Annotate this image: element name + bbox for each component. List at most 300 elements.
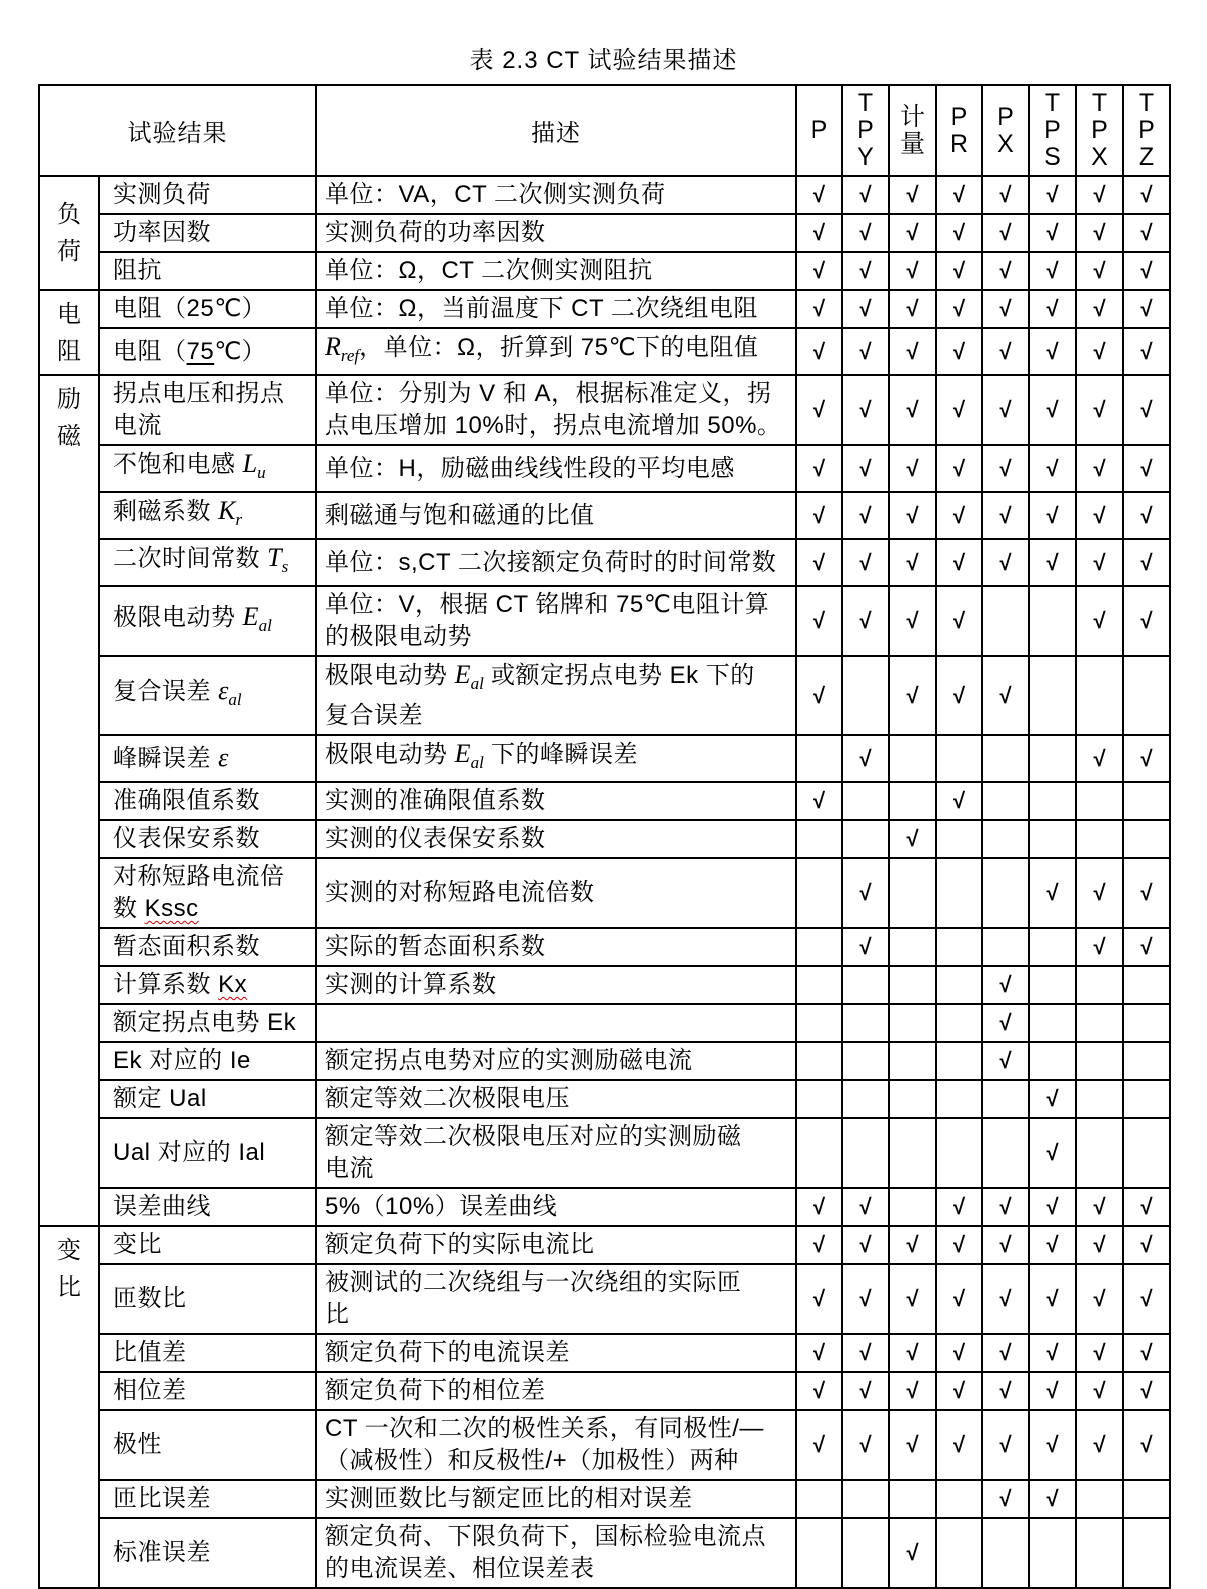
header-description: 描述 — [316, 85, 796, 176]
check-cell-checked: √ — [936, 1188, 982, 1226]
check-cell-checked: √ — [889, 290, 936, 328]
check-cell-empty — [842, 1042, 889, 1080]
check-cell-checked: √ — [982, 1410, 1029, 1480]
check-cell-checked: √ — [936, 375, 982, 445]
result-name-cell: 暂态面积系数 — [99, 928, 316, 966]
check-cell-checked: √ — [842, 492, 889, 539]
header-type-tpx: T P X — [1076, 85, 1123, 176]
styled-text: ε — [218, 676, 229, 705]
check-cell-checked: √ — [1076, 445, 1123, 492]
check-cell-checked: √ — [982, 1004, 1029, 1042]
description-cell: 实测负荷的功率因数 — [316, 214, 796, 252]
check-cell-empty — [936, 1042, 982, 1080]
check-cell-checked: √ — [982, 328, 1029, 375]
check-cell-checked: √ — [1029, 858, 1076, 928]
check-cell-empty — [982, 586, 1029, 656]
result-name-cell: 对称短路电流倍 数 Kssc — [99, 858, 316, 928]
description-cell: $R_{ref}$，单位：Ω，折算到 75℃下的电阻值 — [316, 328, 796, 375]
table-row — [39, 375, 1170, 445]
description-cell: 额定等效二次极限电压对应的实测励磁 电流 — [316, 1118, 796, 1188]
spellcheck-marked-text: Kssc — [144, 895, 199, 922]
table-row — [39, 1042, 1170, 1080]
check-cell-empty — [982, 1080, 1029, 1118]
table-row — [39, 1080, 1170, 1118]
styled-text: K — [218, 496, 236, 525]
check-cell-checked: √ — [1076, 1334, 1123, 1372]
check-cell-checked: √ — [1123, 1410, 1170, 1480]
group-cell: 励 磁 — [39, 375, 99, 1226]
table-row — [39, 966, 1170, 1004]
table-row — [39, 586, 1170, 656]
check-cell-empty — [936, 1118, 982, 1188]
check-cell-checked: √ — [936, 1226, 982, 1264]
check-cell-checked: √ — [936, 290, 982, 328]
check-cell-empty — [889, 735, 936, 782]
check-cell-empty — [1029, 1518, 1076, 1588]
check-cell-empty — [1123, 1480, 1170, 1518]
check-cell-empty — [1123, 1042, 1170, 1080]
check-cell-checked: √ — [936, 214, 982, 252]
check-cell-empty — [1029, 656, 1076, 735]
check-cell-checked: √ — [936, 782, 982, 820]
description-cell — [316, 1004, 796, 1042]
check-cell-checked: √ — [1029, 445, 1076, 492]
description-cell: 额定负荷、下限负荷下，国标检验电流点 的电流误差、相位误差表 — [316, 1518, 796, 1588]
check-cell-empty — [1029, 966, 1076, 1004]
check-cell-empty — [982, 858, 1029, 928]
check-cell-checked: √ — [796, 445, 842, 492]
check-cell-checked: √ — [889, 656, 936, 735]
check-cell-empty — [796, 858, 842, 928]
check-cell-checked: √ — [1076, 214, 1123, 252]
header-type-pr: P R — [936, 85, 982, 176]
result-name-cell: Ual 对应的 Ial — [99, 1118, 316, 1188]
check-cell-checked: √ — [796, 1188, 842, 1226]
check-cell-checked: √ — [982, 290, 1029, 328]
check-cell-checked: √ — [842, 252, 889, 290]
check-cell-empty — [1123, 1118, 1170, 1188]
check-cell-empty — [1029, 586, 1076, 656]
header-type-tps: T P S — [1029, 85, 1076, 176]
check-cell-checked: √ — [889, 214, 936, 252]
check-cell-empty — [1076, 1518, 1123, 1588]
check-cell-empty — [889, 1188, 936, 1226]
description-cell: 单位：Ω，CT 二次侧实测阻抗 — [316, 252, 796, 290]
check-cell-checked: √ — [1123, 290, 1170, 328]
check-cell-empty — [842, 820, 889, 858]
check-cell-empty — [1123, 820, 1170, 858]
check-cell-checked: √ — [1029, 1334, 1076, 1372]
check-cell-checked: √ — [796, 1372, 842, 1410]
check-cell-checked: √ — [1076, 1410, 1123, 1480]
table-row — [39, 492, 1170, 539]
result-name-cell: 阻抗 — [99, 252, 316, 290]
check-cell-empty — [842, 782, 889, 820]
table-row — [39, 214, 1170, 252]
check-cell-checked: √ — [1029, 176, 1076, 214]
check-cell-checked: √ — [1123, 1334, 1170, 1372]
check-cell-checked: √ — [842, 1226, 889, 1264]
check-cell-checked: √ — [842, 735, 889, 782]
result-name-cell: 相位差 — [99, 1372, 316, 1410]
check-cell-checked: √ — [936, 492, 982, 539]
result-name-cell: 复合误差 $\varepsilon_{al}$ — [99, 656, 316, 735]
check-cell-checked: √ — [1029, 1188, 1076, 1226]
description-cell: 极限电动势 $E_{al}$ 或额定拐点电势 Ek 下的 复合误差 — [316, 656, 796, 735]
check-cell-checked: √ — [982, 1226, 1029, 1264]
styled-text: E — [454, 739, 471, 768]
check-cell-checked: √ — [796, 586, 842, 656]
check-cell-empty — [936, 820, 982, 858]
check-cell-checked: √ — [889, 820, 936, 858]
check-cell-empty — [936, 1080, 982, 1118]
check-cell-checked: √ — [1076, 1226, 1123, 1264]
check-cell-empty — [842, 1118, 889, 1188]
check-cell-checked: √ — [1076, 1264, 1123, 1334]
description-cell: 实测的仪表保安系数 — [316, 820, 796, 858]
check-cell-checked: √ — [982, 375, 1029, 445]
check-cell-empty — [1123, 656, 1170, 735]
result-name-cell: 比值差 — [99, 1334, 316, 1372]
check-cell-checked: √ — [1123, 492, 1170, 539]
check-cell-checked: √ — [982, 252, 1029, 290]
check-cell-empty — [796, 966, 842, 1004]
check-cell-checked: √ — [889, 328, 936, 375]
check-cell-checked: √ — [1123, 858, 1170, 928]
result-name-cell: 不饱和电感 $L_u$ — [99, 445, 316, 492]
check-cell-empty — [936, 1480, 982, 1518]
check-cell-checked: √ — [842, 928, 889, 966]
check-cell-checked: √ — [982, 656, 1029, 735]
check-cell-checked: √ — [936, 1372, 982, 1410]
table-row — [39, 820, 1170, 858]
check-cell-empty — [889, 1042, 936, 1080]
result-name-cell: 二次时间常数 $T_s$ — [99, 539, 316, 586]
result-name-cell: 电阻（75℃） — [99, 328, 316, 375]
check-cell-checked: √ — [936, 656, 982, 735]
check-cell-checked: √ — [1076, 328, 1123, 375]
table-row — [39, 539, 1170, 586]
check-cell-checked: √ — [982, 1042, 1029, 1080]
table-row — [39, 1226, 1170, 1264]
check-cell-checked: √ — [1076, 492, 1123, 539]
check-cell-checked: √ — [842, 586, 889, 656]
check-cell-checked: √ — [842, 539, 889, 586]
check-cell-checked: √ — [1029, 492, 1076, 539]
table-row — [39, 656, 1170, 735]
check-cell-empty — [982, 735, 1029, 782]
table-caption: 表 2.3 CT 试验结果描述 — [469, 47, 738, 74]
check-cell-empty — [1029, 820, 1076, 858]
check-cell-empty — [1123, 1518, 1170, 1588]
check-cell-checked: √ — [1123, 539, 1170, 586]
check-cell-empty — [1123, 1004, 1170, 1042]
check-cell-checked: √ — [1029, 1080, 1076, 1118]
check-cell-checked: √ — [796, 1410, 842, 1480]
check-cell-empty — [1076, 820, 1123, 858]
check-cell-checked: √ — [889, 445, 936, 492]
styled-text: al — [470, 753, 484, 772]
check-cell-checked: √ — [842, 214, 889, 252]
check-cell-checked: √ — [982, 445, 1029, 492]
check-cell-checked: √ — [889, 1334, 936, 1372]
check-cell-checked: √ — [936, 176, 982, 214]
check-cell-checked: √ — [1123, 445, 1170, 492]
check-cell-checked: √ — [982, 539, 1029, 586]
table-row — [39, 1480, 1170, 1518]
check-cell-checked: √ — [1076, 1372, 1123, 1410]
check-cell-checked: √ — [936, 445, 982, 492]
table-row — [39, 1372, 1170, 1410]
result-name-cell: 匝比误差 — [99, 1480, 316, 1518]
check-cell-checked: √ — [842, 858, 889, 928]
check-cell-checked: √ — [796, 1226, 842, 1264]
header-test-result: 试验结果 — [39, 85, 316, 176]
check-cell-checked: √ — [1123, 214, 1170, 252]
check-cell-checked: √ — [1029, 539, 1076, 586]
spellcheck-marked-text: Kx — [218, 971, 248, 998]
check-cell-checked: √ — [1076, 375, 1123, 445]
table-row — [39, 1518, 1170, 1588]
check-cell-checked: √ — [842, 328, 889, 375]
styled-text: al — [258, 615, 272, 635]
check-cell-checked: √ — [1076, 858, 1123, 928]
check-cell-checked: √ — [1123, 1188, 1170, 1226]
table-body — [39, 176, 1170, 1588]
check-cell-checked: √ — [889, 176, 936, 214]
result-name-cell: 变比 — [99, 1226, 316, 1264]
table-row — [39, 1410, 1170, 1480]
check-cell-empty — [1029, 928, 1076, 966]
document-page — [0, 40, 1207, 1589]
result-name-cell: 实测负荷 — [99, 176, 316, 214]
check-cell-empty — [936, 966, 982, 1004]
check-cell-empty — [796, 1042, 842, 1080]
check-cell-empty — [982, 782, 1029, 820]
check-cell-checked: √ — [842, 1264, 889, 1334]
check-cell-checked: √ — [1076, 1188, 1123, 1226]
check-cell-empty — [982, 928, 1029, 966]
check-cell-checked: √ — [1076, 290, 1123, 328]
check-cell-checked: √ — [982, 1480, 1029, 1518]
styled-text: u — [257, 463, 266, 482]
description-cell: CT 一次和二次的极性关系，有同极性/— （减极性）和反极性/+（加极性）两种 — [316, 1410, 796, 1480]
check-cell-checked: √ — [889, 252, 936, 290]
result-name-cell: 极性 — [99, 1410, 316, 1480]
result-name-cell: 仪表保安系数 — [99, 820, 316, 858]
check-cell-empty — [936, 1004, 982, 1042]
check-cell-empty — [1076, 1080, 1123, 1118]
description-cell: 额定负荷下的实际电流比 — [316, 1226, 796, 1264]
description-cell: 单位：分别为 V 和 A，根据标准定义，拐 点电压增加 10%时，拐点电流增加 50%。 — [316, 375, 796, 445]
styled-text: ε — [218, 743, 229, 772]
result-name-cell: 额定 Ual — [99, 1080, 316, 1118]
check-cell-empty — [889, 966, 936, 1004]
check-cell-checked: √ — [1029, 252, 1076, 290]
styled-text: al — [228, 690, 242, 709]
table-row — [39, 328, 1170, 375]
check-cell-empty — [936, 928, 982, 966]
check-cell-empty — [1029, 1042, 1076, 1080]
description-cell: 额定拐点电势对应的实测励磁电流 — [316, 1042, 796, 1080]
check-cell-checked: √ — [1123, 928, 1170, 966]
ct-test-results-table — [38, 84, 1171, 1589]
check-cell-checked: √ — [982, 1372, 1029, 1410]
description-cell: 实测的对称短路电流倍数 — [316, 858, 796, 928]
check-cell-empty — [1123, 782, 1170, 820]
check-cell-checked: √ — [796, 290, 842, 328]
check-cell-checked: √ — [982, 176, 1029, 214]
check-cell-checked: √ — [1029, 328, 1076, 375]
description-cell: 额定负荷下的电流误差 — [316, 1334, 796, 1372]
header-type-计量: 计 量 — [889, 85, 936, 176]
check-cell-checked: √ — [982, 966, 1029, 1004]
table-row — [39, 1118, 1170, 1188]
styled-text: ref — [340, 346, 360, 365]
check-cell-checked: √ — [1029, 1226, 1076, 1264]
check-cell-checked: √ — [936, 1410, 982, 1480]
check-cell-checked: √ — [1076, 252, 1123, 290]
result-name-cell: 功率因数 — [99, 214, 316, 252]
check-cell-checked: √ — [842, 1410, 889, 1480]
group-cell: 变 比 — [39, 1226, 99, 1588]
check-cell-checked: √ — [796, 539, 842, 586]
check-cell-checked: √ — [796, 782, 842, 820]
check-cell-checked: √ — [982, 1334, 1029, 1372]
result-name-cell: Ek 对应的 Ie — [99, 1042, 316, 1080]
check-cell-empty — [1076, 1118, 1123, 1188]
styled-text: al — [470, 674, 484, 693]
check-cell-checked: √ — [1123, 586, 1170, 656]
check-cell-checked: √ — [842, 375, 889, 445]
check-cell-checked: √ — [842, 290, 889, 328]
check-cell-checked: √ — [889, 492, 936, 539]
check-cell-checked: √ — [936, 1264, 982, 1334]
styled-text: E — [242, 601, 259, 631]
header-row — [39, 85, 1170, 176]
result-name-cell: 标准误差 — [99, 1518, 316, 1588]
table-row — [39, 858, 1170, 928]
check-cell-checked: √ — [1123, 375, 1170, 445]
check-cell-empty — [1076, 656, 1123, 735]
check-cell-checked: √ — [842, 445, 889, 492]
description-cell: 5%（10%）误差曲线 — [316, 1188, 796, 1226]
table-row — [39, 1188, 1170, 1226]
check-cell-checked: √ — [796, 656, 842, 735]
description-cell: 单位：V，根据 CT 铭牌和 75℃电阻计算 的极限电动势 — [316, 586, 796, 656]
result-name-cell: 计算系数 Kx — [99, 966, 316, 1004]
check-cell-checked: √ — [1076, 735, 1123, 782]
check-cell-checked: √ — [796, 492, 842, 539]
check-cell-empty — [982, 1518, 1029, 1588]
check-cell-empty — [1076, 966, 1123, 1004]
check-cell-checked: √ — [796, 1334, 842, 1372]
check-cell-empty — [1029, 1004, 1076, 1042]
header-type-tpy: T P Y — [842, 85, 889, 176]
check-cell-empty — [796, 1118, 842, 1188]
styled-text: L — [242, 449, 258, 478]
check-cell-empty — [842, 1004, 889, 1042]
check-cell-empty — [889, 1480, 936, 1518]
check-cell-empty — [1076, 782, 1123, 820]
check-cell-checked: √ — [982, 1188, 1029, 1226]
description-cell: 单位：Ω，当前温度下 CT 二次绕组电阻 — [316, 290, 796, 328]
check-cell-checked: √ — [1123, 252, 1170, 290]
check-cell-checked: √ — [1029, 214, 1076, 252]
check-cell-checked: √ — [889, 1372, 936, 1410]
result-name-cell: 匝数比 — [99, 1264, 316, 1334]
check-cell-empty — [796, 1080, 842, 1118]
check-cell-empty — [842, 1480, 889, 1518]
check-cell-checked: √ — [1123, 1372, 1170, 1410]
check-cell-checked: √ — [1076, 928, 1123, 966]
check-cell-checked: √ — [1123, 735, 1170, 782]
description-cell: 实际的暂态面积系数 — [316, 928, 796, 966]
check-cell-empty — [796, 928, 842, 966]
check-cell-empty — [1076, 1004, 1123, 1042]
styled-text: r — [235, 510, 243, 529]
check-cell-empty — [1076, 1042, 1123, 1080]
styled-text: 75 — [186, 337, 215, 365]
result-name-cell: 准确限值系数 — [99, 782, 316, 820]
check-cell-empty — [1123, 966, 1170, 1004]
check-cell-empty — [796, 820, 842, 858]
description-cell: 实测的计算系数 — [316, 966, 796, 1004]
check-cell-checked: √ — [1029, 290, 1076, 328]
table-row — [39, 445, 1170, 492]
table-row — [39, 1004, 1170, 1042]
check-cell-empty — [1029, 782, 1076, 820]
check-cell-checked: √ — [982, 1264, 1029, 1334]
result-name-cell: 峰瞬误差 ε — [99, 735, 316, 782]
check-cell-empty — [889, 782, 936, 820]
check-cell-checked: √ — [796, 214, 842, 252]
check-cell-empty — [889, 1118, 936, 1188]
description-cell: 额定等效二次极限电压 — [316, 1080, 796, 1118]
check-cell-checked: √ — [796, 252, 842, 290]
check-cell-empty — [982, 820, 1029, 858]
check-cell-empty — [842, 966, 889, 1004]
check-cell-checked: √ — [889, 1226, 936, 1264]
header-type-px: P X — [982, 85, 1029, 176]
description-cell: 单位：s,CT 二次接额定负荷时的时间常数 — [316, 539, 796, 586]
check-cell-checked: √ — [889, 375, 936, 445]
description-cell: 单位：H，励磁曲线线性段的平均电感 — [316, 445, 796, 492]
table-row — [39, 290, 1170, 328]
check-cell-checked: √ — [796, 375, 842, 445]
check-cell-checked: √ — [936, 586, 982, 656]
description-cell: 单位：VA，CT 二次侧实测负荷 — [316, 176, 796, 214]
check-cell-empty — [889, 858, 936, 928]
check-cell-checked: √ — [889, 1518, 936, 1588]
description-cell: 实测的准确限值系数 — [316, 782, 796, 820]
check-cell-empty — [842, 1518, 889, 1588]
check-cell-checked: √ — [796, 176, 842, 214]
check-cell-checked: √ — [889, 1264, 936, 1334]
check-cell-checked: √ — [1029, 1118, 1076, 1188]
description-cell: 剩磁通与饱和磁通的比值 — [316, 492, 796, 539]
check-cell-empty — [796, 1004, 842, 1042]
check-cell-checked: √ — [1029, 1410, 1076, 1480]
check-cell-empty — [1076, 1480, 1123, 1518]
check-cell-checked: √ — [796, 328, 842, 375]
check-cell-checked: √ — [1076, 539, 1123, 586]
check-cell-checked: √ — [889, 539, 936, 586]
check-cell-checked: √ — [1123, 1226, 1170, 1264]
check-cell-checked: √ — [936, 539, 982, 586]
check-cell-empty — [936, 858, 982, 928]
check-cell-checked: √ — [796, 1264, 842, 1334]
